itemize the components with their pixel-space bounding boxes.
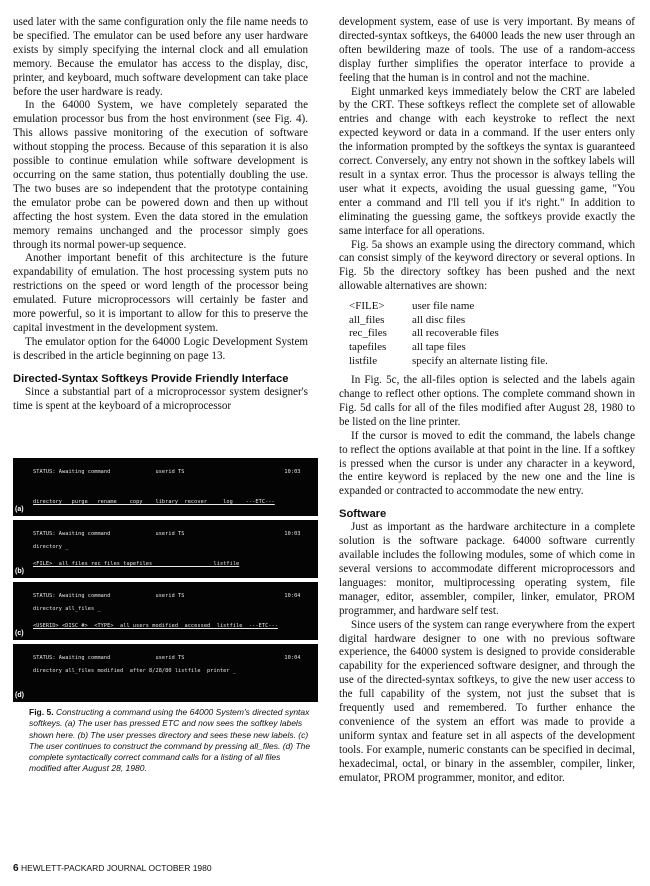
- paragraph: Since users of the system can range everywhere from the expert digital hardware designer to one with no previous software experience, the 64000 system is designed to provide considerable capability for the experienced software designer, and through the use of the directed-syntax softkeys, to give the new user access to the full capability of the system, not just the subset that is frequently used and remembered. To further enhance the convenience of the system an effort was made to provide a uniform syntax and feature set in all aspects of the development tools. For example, numeric constants can be specified in decimal, hexadecimal, octal, or binary in the assembler, compiler, linker, emulator, PROM programmer, monitor, and editor.: [339, 618, 635, 784]
- panel-label: (a): [15, 506, 24, 513]
- list-item: [349, 355, 548, 369]
- paragraph: development system, ease of use is very important. By means of directed-syntax softkeys, the 64000 leads the new user through an often bewildering maze of tools. The use of a random-access display further simplifies the operator interface to provide a feeling that the human is in control and not the machine.: [339, 16, 635, 84]
- paragraph: used later with the same configuration only the file name needs to be specified. The emulator can be used before any user hardware exists by simply specifying the internal clock and all emulation memory. Because the emulator has access to the display, disc, printer, and keyboard, much software development can take place before the user hardware is ready.: [13, 16, 308, 98]
- softkey-labels: directory purge rename copy library recover log ---ETC---: [33, 499, 275, 505]
- softkey-labels: <FILE> all_files rec_files tapefiles listfile: [33, 561, 240, 567]
- paragraph: If the cursor is moved to edit the command, the labels change to reflect the options available at that point in the line. If a softkey is pressed when the cursor is under any character in a keyword, the entire keyword is replaced by the new one and the line is expanded or contracted to accommodate the new entry.: [339, 429, 635, 498]
- option-key: listfile: [349, 354, 378, 367]
- figure-5: [13, 458, 318, 775]
- paragraph: Eight unmarked keys immediately below the CRT are labeled by the CRT. These softkeys reflect the complete set of allowable entries and change with each keystroke to reflect the next expected keyword or data in a command. If the user enters only the information prompted by the softkeys the syntax is guaranteed correct. Conversely, any entry not shown in the softkey labels will result in a syntax error. Thus the processor is always telling the user what it expects, avoiding the usual guessing game, "You enter a command and I'll tell you if it's right." In addition to eliminating the guessing game, the softkeys provide exactly the same interface for all operations.: [339, 85, 635, 237]
- paragraph: In Fig. 5c, the all-files option is selected and the labels again change to reflect other options. The complete command shown in Fig. 5d calls for all of the files modified after August 28, 1980 to be listed on the line printer.: [339, 374, 635, 428]
- list-item: [349, 300, 548, 314]
- list-item: [349, 327, 548, 341]
- option-desc: specify an alternate listing file.: [412, 354, 548, 367]
- crt-screen-c: [13, 582, 318, 640]
- paragraph: Just as important as the hardware architecture in a complete solution is the software package. 64000 software currently available includes the following modules, some of which come in several versions to accommodate different microprocessors and languages: monitor, multiprocessing operating system, file manager, editor, assembler, compiler, linker, emulator, PROM programmer, and hardware self test.: [339, 521, 635, 617]
- option-desc: all disc files: [412, 313, 466, 326]
- option-desc: all tape files: [412, 340, 466, 353]
- panel-label: (d): [15, 692, 24, 699]
- page-footer: [13, 863, 212, 874]
- crt-screen-d: [13, 644, 318, 702]
- paragraph: In the 64000 System, we have completely separated the emulation processor bus from the host environment (see Fig. 4). This allows passive monitoring of the execution of software without stopping the process. Because of this separation it is also possible to continue emulation while software development is occurring on the same station, thus potentially doubling the use. The two buses are so independent that the prototype containing the emulator probe can be powered down and then up without affecting the host system. Even the data stored in the emulation memory remains unchanged and the processor simply goes through its normal power-up sequence.: [13, 99, 308, 251]
- panel-label: (c): [15, 630, 24, 637]
- paragraph: Since a substantial part of a microprocessor system designer's time is spent at the keyboard of a microprocessor: [13, 385, 308, 412]
- command-line: directory _: [33, 544, 69, 550]
- list-item: [349, 314, 548, 328]
- caption-label: Fig. 5.: [29, 707, 54, 717]
- section-heading: Software: [339, 508, 387, 521]
- status-line: STATUS: Awaiting command userid TS 10:03: [33, 531, 301, 537]
- status-line: STATUS: Awaiting command userid TS 10:04: [33, 655, 301, 661]
- option-key: tapefiles: [349, 340, 387, 353]
- journal-info: HEWLETT-PACKARD JOURNAL OCTOBER 1980: [20, 863, 212, 873]
- left-column: [13, 16, 308, 413]
- option-key: all_files: [349, 313, 385, 326]
- right-column: [339, 16, 635, 785]
- command-line: directory all_files modified after 8/28/80 listfile printer _: [33, 668, 237, 674]
- command-line: directory all_files _: [33, 606, 101, 612]
- option-key: rec_files: [349, 327, 387, 340]
- option-desc: all recoverable files: [412, 327, 499, 340]
- panel-label: (b): [15, 568, 24, 575]
- crt-screen-b: [13, 520, 318, 578]
- page-number: 6: [13, 863, 19, 874]
- paragraph: The emulator option for the 64000 Logic Development System is described in the article beginning on page 13.: [13, 335, 308, 362]
- softkey-labels: <USERID> <DISC #> <TYPE> all_users modified accessed listfile ---ETC---: [33, 623, 278, 629]
- section-heading: Directed-Syntax Softkeys Provide Friendly Interface: [13, 372, 289, 385]
- paragraph: Fig. 5a shows an example using the directory command, which can consist simply of the keyword directory or several options. In Fig. 5b the directory softkey has been pushed and the next allowable alternatives are shown:: [339, 238, 635, 293]
- option-key: <FILE>: [349, 300, 385, 313]
- options-list: [349, 300, 548, 368]
- figure-caption: [29, 707, 311, 775]
- paragraph: Another important benefit of this architecture is the future expandability of emulation. The host processing system puts no restrictions on the speed or word length of the processor being emulated. Future microprocessors will certainly be faster and more powerful, so it is important to allow for this to preserve the capital investment in the development system.: [13, 252, 308, 334]
- status-line: STATUS: Awaiting command userid TS 10:04: [33, 593, 301, 599]
- caption-text: Constructing a command using the 64000 System's directed syntax softkeys. (a) The user has pressed ETC and now sees the softkey labels shown here. (b) The user presses directory and sees these new labels. (c) The user continues to construct the command by pressing all_files. (d) The complete syntactically correct command calls for a listing of all files modified after August 28, 1980.: [29, 707, 311, 774]
- option-desc: user file name: [412, 300, 475, 313]
- list-item: [349, 341, 548, 355]
- status-line: STATUS: Awaiting command userid TS 10:03: [33, 469, 301, 475]
- crt-screen-a: [13, 458, 318, 516]
